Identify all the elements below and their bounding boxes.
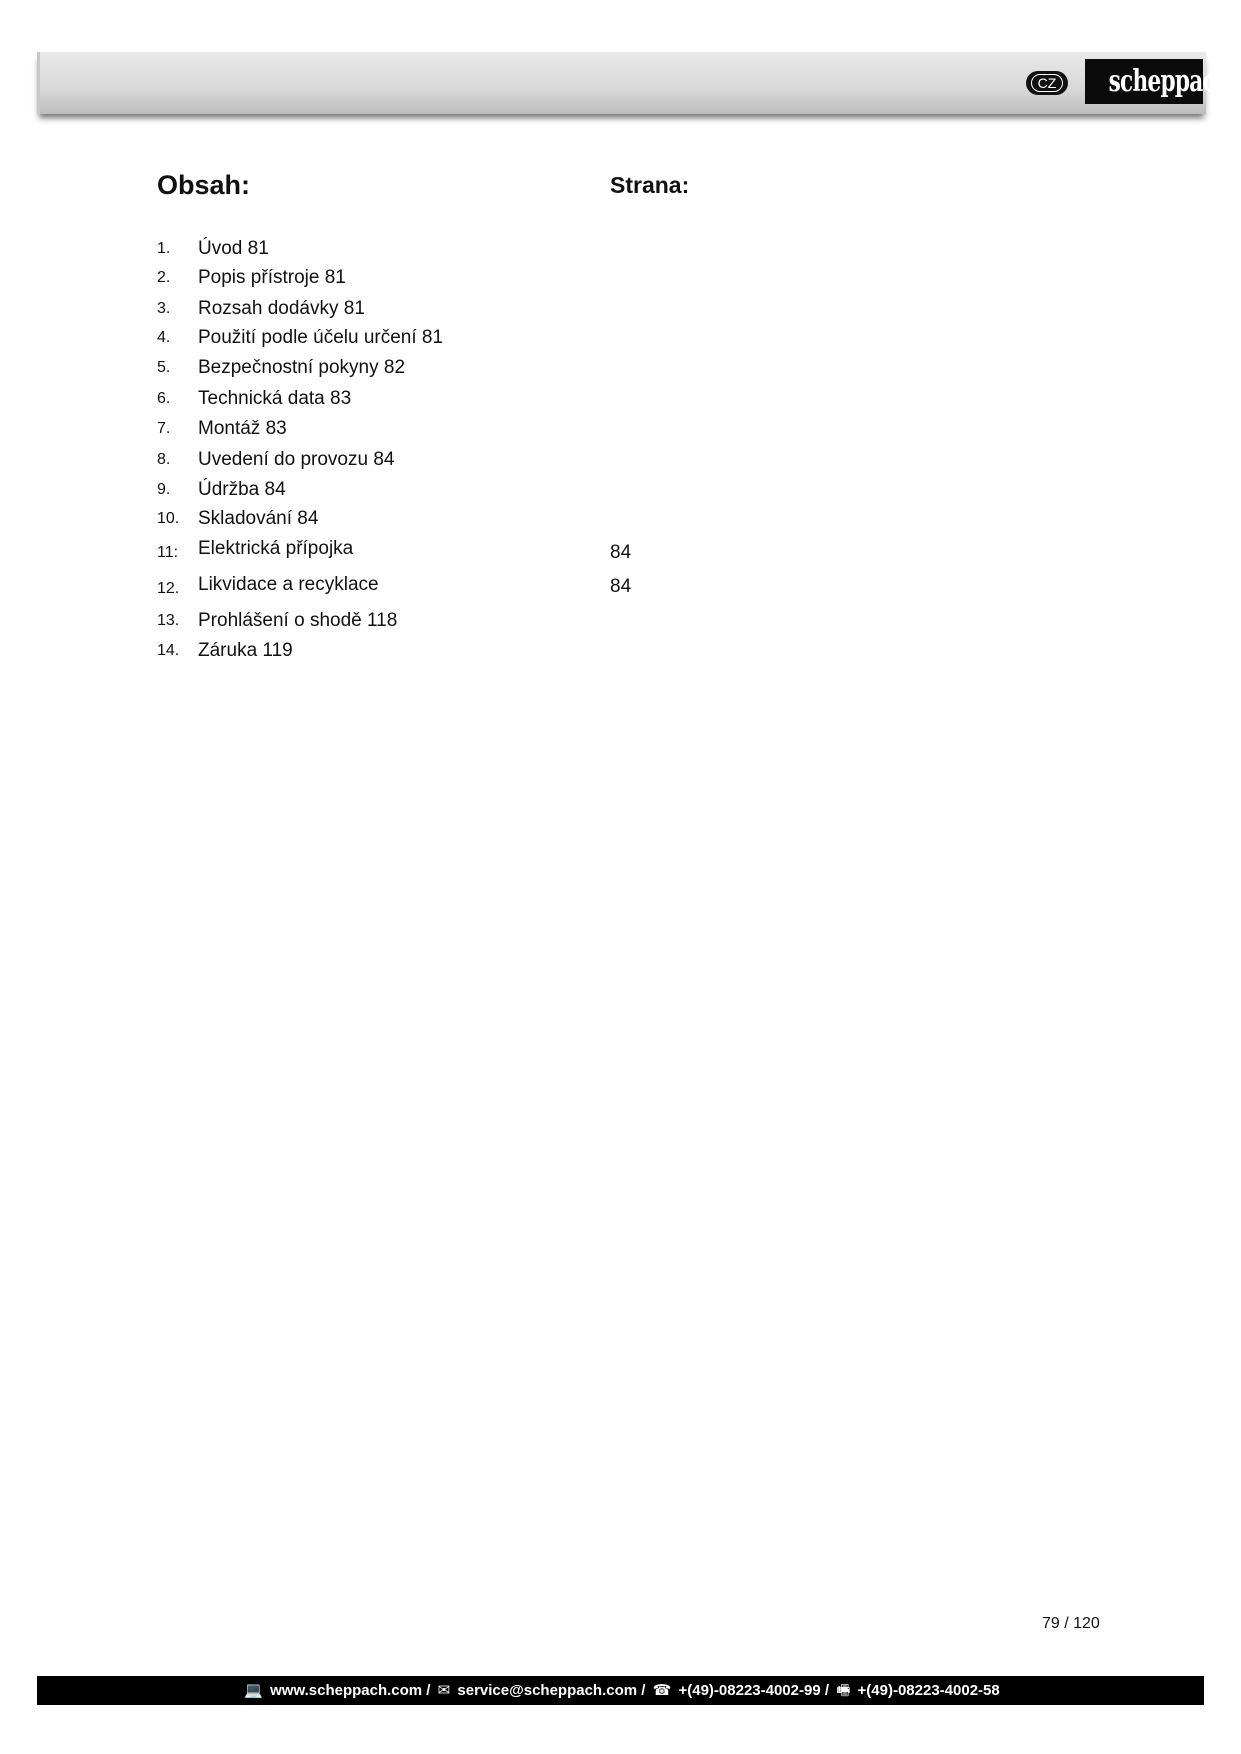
toc-item-title: Prohlášení o shodě 118 bbox=[198, 610, 398, 631]
toc-item-title: Bezpečnostní pokyny 82 bbox=[198, 357, 406, 378]
toc-item-title: Likvidace a recyklace bbox=[198, 574, 379, 595]
toc-item-title: Rozsah dodávky 81 bbox=[198, 298, 365, 319]
fax-icon: 🖷 bbox=[836, 1682, 851, 1699]
toc-item-title: Údržba 84 bbox=[198, 479, 286, 500]
toc-item-number: 10. bbox=[157, 510, 180, 527]
footer-contact-bar bbox=[37, 1676, 1204, 1705]
toc-item-title: Použití podle účelu určení 81 bbox=[198, 327, 444, 348]
toc-item-number: 1. bbox=[157, 240, 171, 257]
toc-item-title: Úvod 81 bbox=[198, 238, 269, 259]
toc-item-number: 4. bbox=[157, 329, 171, 346]
toc-item-number: 14. bbox=[157, 642, 180, 659]
toc-item-number: 13. bbox=[157, 612, 180, 629]
footer-phone: +(49)-08223-4002-99 / bbox=[678, 1682, 830, 1699]
toc-item-number: 9. bbox=[157, 481, 171, 498]
toc-page-column-header: Strana: bbox=[610, 172, 690, 198]
phone-icon: ☎ bbox=[652, 1682, 672, 1699]
toc-item-number: 5. bbox=[157, 359, 171, 376]
toc-item-page: 84 bbox=[610, 542, 632, 563]
toc-item-number: 2. bbox=[157, 269, 171, 286]
toc-item-title: Záruka 119 bbox=[198, 640, 293, 661]
toc-title: Obsah: bbox=[157, 170, 251, 200]
toc-item-number: 12. bbox=[157, 580, 180, 597]
toc-item-number: 7. bbox=[157, 420, 171, 437]
computer-icon: 💻 bbox=[244, 1682, 263, 1699]
brand-logo: scheppach bbox=[1085, 59, 1203, 104]
toc-item-title: Technická data 83 bbox=[198, 388, 352, 409]
footer-website[interactable]: www.scheppach.com / bbox=[270, 1682, 431, 1699]
toc-item-number: 6. bbox=[157, 390, 171, 407]
toc-item-title: Uvedení do provozu 84 bbox=[198, 449, 395, 470]
toc-item-number: 11: bbox=[157, 544, 179, 561]
toc-item-number: 3. bbox=[157, 300, 171, 317]
toc-item-title: Skladování 84 bbox=[198, 508, 319, 529]
footer-email[interactable]: service@scheppach.com / bbox=[457, 1682, 646, 1699]
toc-item-title: Elektrická přípojka bbox=[198, 538, 354, 559]
toc-item-page: 84 bbox=[610, 576, 632, 597]
language-badge: CZ bbox=[1026, 71, 1068, 95]
toc-item-title: Popis přístroje 81 bbox=[198, 267, 346, 288]
toc-item-number: 8. bbox=[157, 451, 171, 468]
mail-icon: ✉ bbox=[437, 1682, 451, 1699]
page-number: 79 / 120 bbox=[1042, 1615, 1100, 1632]
toc-item-title: Montáž 83 bbox=[198, 418, 287, 439]
footer-fax: +(49)-08223-4002-58 bbox=[857, 1682, 1000, 1699]
